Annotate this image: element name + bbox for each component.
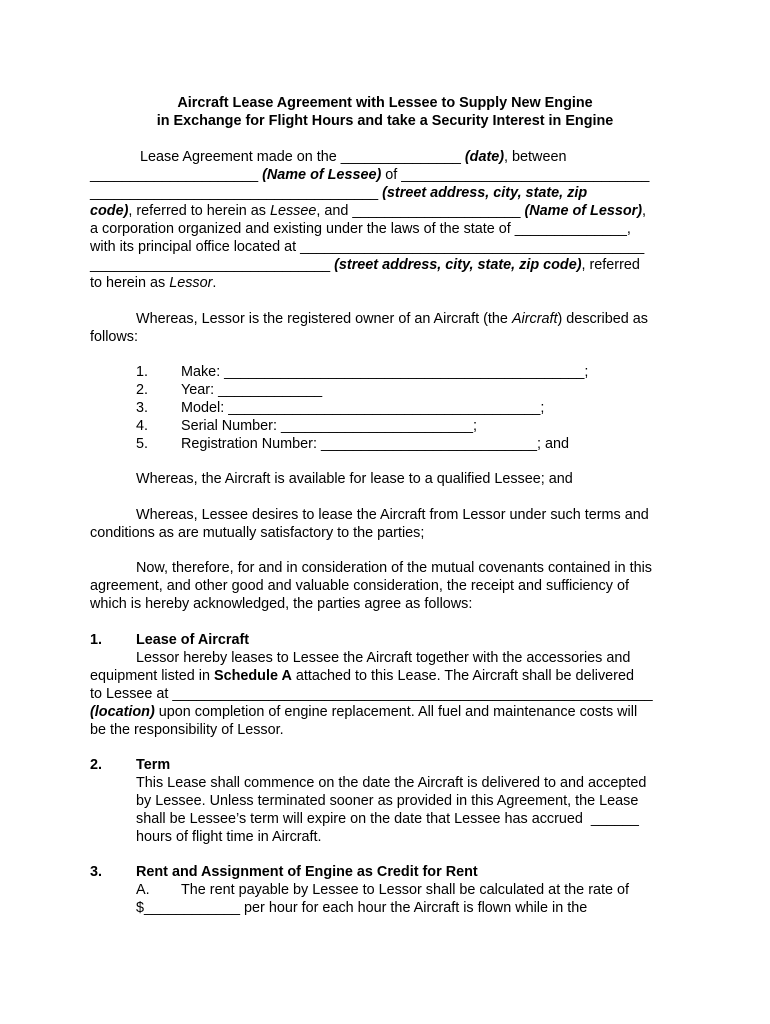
intro-line-7 <box>90 256 640 274</box>
location-placeholder: (location) <box>90 704 155 720</box>
section-1-line-2 <box>90 667 634 685</box>
whereas-3-line-2: conditions as are mutually satisfactory to the parties; <box>90 525 425 541</box>
intro-line-2 <box>90 166 649 184</box>
intro-text: to herein as <box>90 275 170 291</box>
lessee-name-placeholder: (Name of Lessee) <box>262 167 382 183</box>
section-2-line-1: This Lease shall commence on the date the Aircraft is delivered to and accepted <box>136 775 647 791</box>
section-2-line-4: hours of flight time in Aircraft. <box>136 829 322 845</box>
intro-text: ______________________________ <box>90 257 335 273</box>
intro-text: , and _____________________ <box>316 203 525 219</box>
intro-text: _____________________ <box>90 167 263 183</box>
lessor-term: Lessor <box>169 275 213 291</box>
intro-text: Lease Agreement made on the _______________ <box>140 149 465 165</box>
list-item-registration: Registration Number: ___________________________; and <box>181 436 570 452</box>
section-1-line-3: to Lessee at ____________________________________________________________ <box>90 686 653 702</box>
intro-text: of _______________________________ <box>381 167 650 183</box>
now-line-2: agreement, and other good and valuable consideration, the receipt and sufficiency of <box>90 578 629 594</box>
address-placeholder: (street address, city, state, zip code) <box>334 257 582 273</box>
section-text: upon completion of engine replacement. All fuel and maintenance costs will <box>154 704 638 720</box>
section-text: attached to this Lease. The Aircraft shall be delivered <box>291 668 634 684</box>
aircraft-term: Aircraft <box>511 311 558 327</box>
address-placeholder: (street address, city, state, zip <box>382 185 588 201</box>
schedule-a-reference: Schedule A <box>214 668 292 684</box>
whereas-text: ) described as <box>557 311 648 327</box>
section-1-number: 1. <box>90 632 103 648</box>
intro-text: , between <box>504 149 567 165</box>
section-1-line-4 <box>90 703 637 721</box>
list-item-number: 5. <box>136 436 149 452</box>
section-3-number: 3. <box>90 864 103 880</box>
section-2-number: 2. <box>90 757 103 773</box>
now-line-1: Now, therefore, for and in consideration of the mutual covenants contained in this <box>136 560 652 576</box>
lessee-term: Lessee <box>269 203 317 219</box>
intro-line-1 <box>140 148 566 166</box>
list-item-year: Year: _____________ <box>181 382 323 398</box>
section-1-heading: Lease of Aircraft <box>136 632 250 648</box>
intro-text: . <box>212 275 217 291</box>
list-item-number: 4. <box>136 418 149 434</box>
intro-line-6: with its principal office located at ___________________________________________ <box>90 239 645 255</box>
section-1-line-5: be the responsibility of Lessor. <box>90 722 284 738</box>
intro-line-4 <box>90 202 646 220</box>
section-2-line-2: by Lessee. Unless terminated sooner as provided in this Agreement, the Lease <box>136 793 639 809</box>
intro-text: ____________________________________ <box>90 185 383 201</box>
list-item-number: 3. <box>136 400 149 416</box>
subsection-a-label: A. <box>136 882 150 898</box>
subsection-a-line-1: The rent payable by Lessee to Lessor shall be calculated at the rate of <box>181 882 629 898</box>
intro-text: , <box>642 203 647 219</box>
whereas-2: Whereas, the Aircraft is available for lease to a qualified Lessee; and <box>136 471 573 487</box>
whereas-3-line-1: Whereas, Lessee desires to lease the Aircraft from Lessor under such terms and <box>136 507 649 523</box>
title-line-2: in Exchange for Flight Hours and take a Security Interest in Engine <box>156 113 614 129</box>
intro-line-8 <box>90 274 216 292</box>
now-line-3: which is hereby acknowledged, the parties agree as follows: <box>90 596 473 612</box>
section-2-heading: Term <box>136 757 171 773</box>
whereas-1-line-2: follows: <box>90 329 138 345</box>
intro-text: , referred to herein as <box>128 203 270 219</box>
intro-text: , referred <box>581 257 640 273</box>
intro-line-5: a corporation organized and existing under the laws of the state of ______________, <box>90 221 631 237</box>
intro-line-3 <box>90 184 587 202</box>
list-item-serial: Serial Number: ________________________; <box>181 418 478 434</box>
section-3-heading: Rent and Assignment of Engine as Credit for Rent <box>136 864 478 880</box>
whereas-text: Whereas, Lessor is the registered owner of an Aircraft (the <box>136 311 512 327</box>
subsection-a-line-2: $____________ per hour for each hour the Aircraft is flown while in the <box>136 900 588 916</box>
list-item-number: 1. <box>136 364 149 380</box>
address-placeholder: code) <box>90 203 129 219</box>
list-item-make: Make: _____________________________________________; <box>181 364 589 380</box>
date-placeholder: (date) <box>464 149 505 165</box>
list-item-number: 2. <box>136 382 149 398</box>
lessor-name-placeholder: (Name of Lessor) <box>524 203 643 219</box>
list-item-model: Model: _______________________________________; <box>181 400 545 416</box>
section-text: equipment listed in <box>90 668 214 684</box>
section-2-line-3: shall be Lessee’s term will expire on the date that Lessee has accrued ______ <box>136 811 639 827</box>
title-line-1: Aircraft Lease Agreement with Lessee to Supply New Engine <box>177 95 593 111</box>
whereas-1-line-1 <box>136 310 648 328</box>
section-1-line-1: Lessor hereby leases to Lessee the Aircraft together with the accessories and <box>136 650 631 666</box>
